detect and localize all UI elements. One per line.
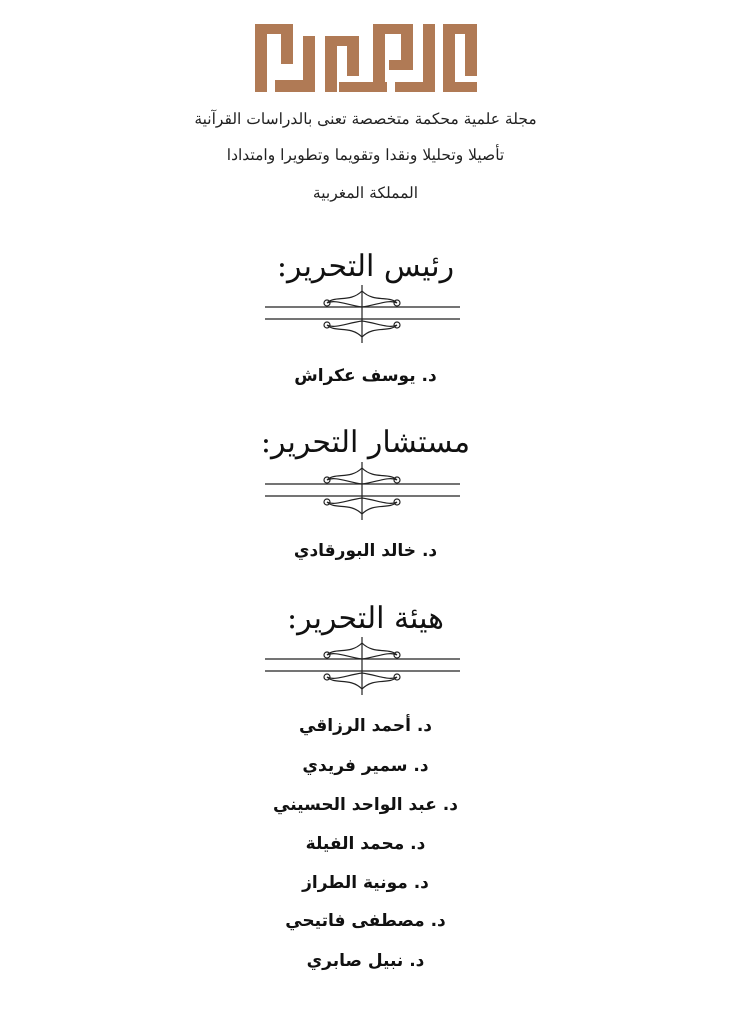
board-member: د. مصطفى فاتيحي [285, 911, 446, 931]
editorial-board-heading: هيئة التحرير: [286, 601, 444, 636]
editor-in-chief-heading: رئيس التحرير: [276, 249, 455, 284]
masthead-description: مجلة علمية محكمة متخصصة تعنى بالدراسات القرآنية [194, 110, 537, 128]
divider-ornament-2 [265, 462, 460, 524]
editorial-advisor-name: د. خالد البورقادي [293, 541, 438, 561]
board-member: د. مونية الطراز [302, 873, 429, 893]
journal-logo [255, 24, 477, 92]
divider-ornament-3 [265, 637, 460, 699]
masthead-tagline: تأصيلا وتحليلا ونقدا وتقويما وتطويرا وامتدادا [226, 146, 505, 164]
masthead-country: المملكة المغربية [312, 184, 419, 202]
logo-mark-icon [255, 24, 477, 92]
ornament-icon [265, 462, 460, 524]
ornament-icon [265, 285, 460, 347]
ornament-icon [265, 637, 460, 699]
divider-ornament-1 [265, 285, 460, 347]
board-member: د. عبد الواحد الحسيني [273, 795, 458, 815]
board-member: د. محمد الفيلة [305, 834, 426, 854]
board-member: د. سمير فريدي [302, 756, 429, 776]
editor-in-chief-name: د. يوسف عكراش [294, 366, 437, 386]
board-member: د. أحمد الرزاقي [298, 716, 433, 736]
board-member: د. نبيل صابري [306, 951, 425, 971]
editorial-advisor-heading: مستشار التحرير: [260, 425, 471, 460]
